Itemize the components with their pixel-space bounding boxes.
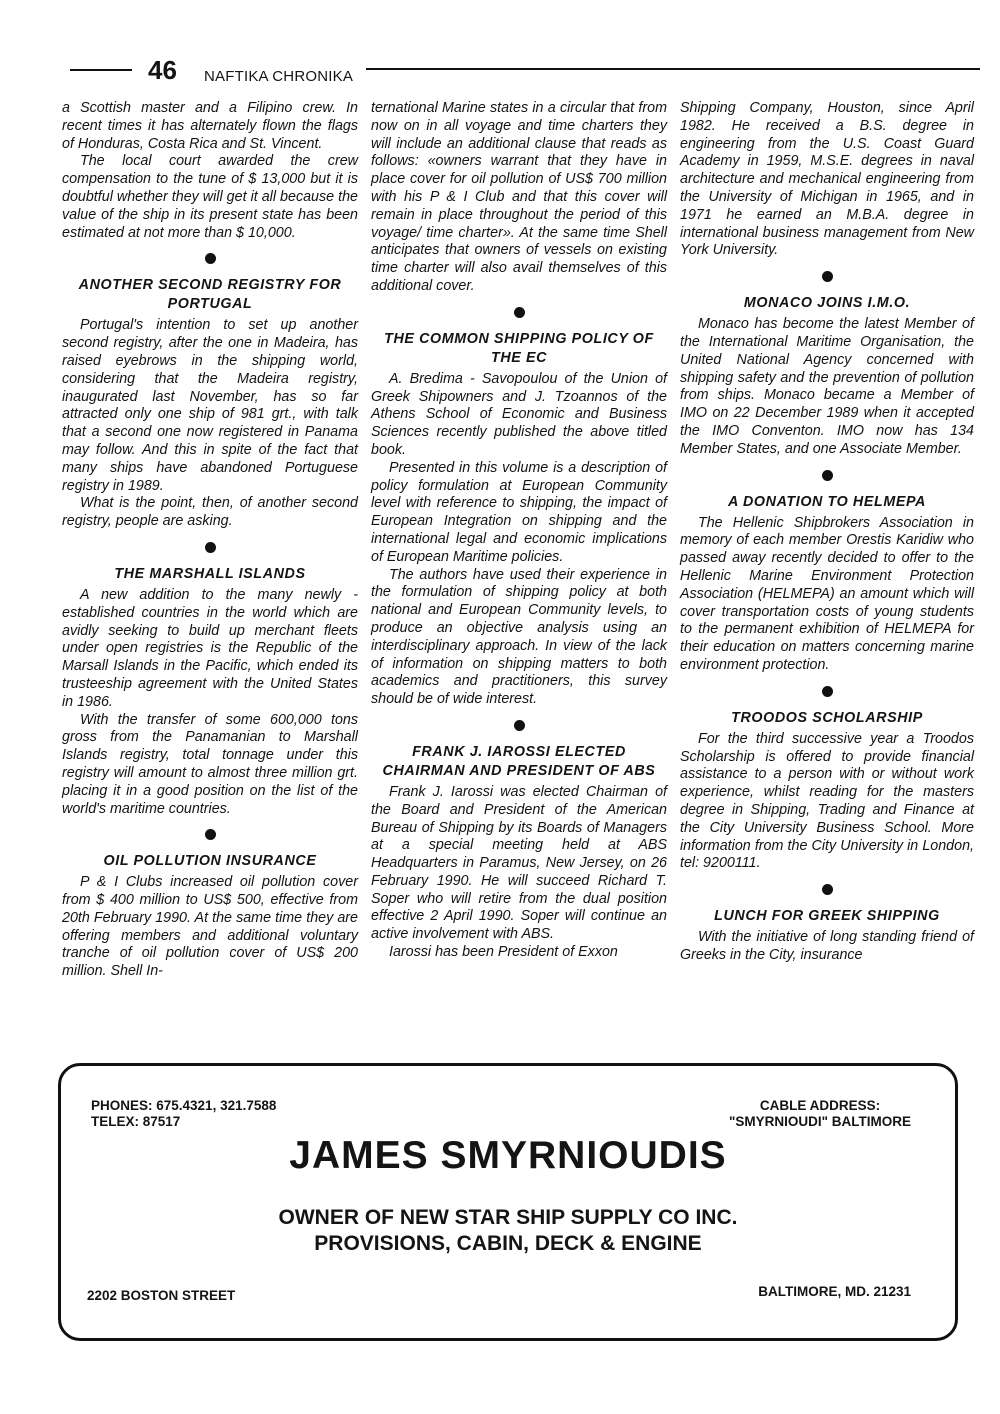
- bullet-separator: [514, 720, 525, 731]
- article-paragraph: Iarossi has been President of Exxon: [389, 944, 618, 961]
- article-paragraph: Portugal's intention to set up another second registry, after the one in Madeira, has raised eyebrows in the shipping world, considering that the Madeira registry, inaugurated last November, has so far attracted only one ship of 981 grt., with talk that a second one now registered in Panama may follow. And this in spite of the fact that many ships have abandoned Portuguese registry in 1989.: [62, 317, 358, 494]
- article-paragraph: With the transfer of some 600,000 tons gross from the Panamanian to Marshall Islands registry, total tonnage under this registry will amount to almost three million grt. placing it in a good position on the list of the world's maritime countries.: [62, 711, 358, 817]
- publication-name: NAFTIKA CHRONIKA: [204, 68, 354, 85]
- article-paragraph: A new addition to the many newly - established countries in the world which are avidly seeking to build up merchant fleets under open registries is the Republic of the Marsall Islands in the Pacific, which ended its trusteeship agreement with the United States in 1986.: [62, 586, 358, 710]
- page-number: 46: [148, 55, 177, 85]
- article-paragraph: Monaco has become the latest Member of the International Maritime Organisation, the United National Agency concerned with shipping safety and the prevention of pollution from ships. Monaco became a Member of IMO on 22 December 1989 when it accepted the IMO Conventon. IMO now has 134 Member States, and one Associate Member.: [680, 316, 974, 457]
- column-1: [62, 100, 358, 981]
- headline-lunch: LUNCH FOR GREEK SHIPPING: [714, 908, 940, 925]
- article-paragraph: The authors have used their experience in the formulation of shipping policy at both national and European Community levels, to produce an objective analysis using an interdisciplinary approach. In view of the lack of information on shipping matters to both academics and practitioners, this survey should be of wide interest.: [371, 566, 667, 708]
- headline-troodos: TROODOS SCHOLARSHIP: [731, 709, 923, 726]
- headline-common-shipping-policy: THE COMMON SHIPPING POLICY OF THE EC: [384, 330, 654, 366]
- ad-name: JAMES SMYRNIOUDIS: [289, 1134, 727, 1177]
- ad-owner-line: OWNER OF NEW STAR SHIP SUPPLY CO INC.: [278, 1206, 738, 1229]
- article-paragraph: Shipping Company, Houston, since April 1982. He received a B.S. degree in engineering from the U.S. Coast Guard Academy in 1959, M.S.E. degrees in naval architecture and mechanical engineering from the University of Michigan in 1965, and in 1971 he earned an M.B.A. degree in international business management from New York University.: [680, 100, 974, 259]
- ad-street: 2202 BOSTON STREET: [87, 1288, 236, 1303]
- article-paragraph: The Hellenic Shipbrokers Association in memory of each member Orestis Karidiw who passed away recently decided to offer to the Hellenic Marine Environment Protection Association (HELMEPA) an amount which will cover transportation costs of young students to the permanent exhibition of HELMEPA for their education on matters concerning marine environment protection.: [680, 514, 974, 673]
- article-paragraph: a Scottish master and a Filipino crew. In recent times it has alternately flown the flags of Honduras, Costa Rica and St. Vincent.: [62, 100, 358, 152]
- header-rule-right: [366, 68, 980, 70]
- headline-marshall-islands: THE MARSHALL ISLANDS: [114, 565, 306, 582]
- header-rule-left: [70, 69, 132, 71]
- headline-helmepa: A DONATION TO HELMEPA: [728, 493, 926, 510]
- ad-cable-value: "SMYRNIOUDI" BALTIMORE: [728, 1114, 911, 1129]
- article-paragraph: The local court awarded the crew compensation to the tune of $ 13,000 but it is doubtful whether they will get it all because the value of the ship in its present state has been estimated at not more than $ 10,000.: [62, 153, 358, 241]
- ad-provisions-line: PROVISIONS, CABIN, DECK & ENGINE: [314, 1232, 702, 1255]
- ad-city: BALTIMORE, MD. 21231: [758, 1284, 911, 1299]
- article-paragraph: ternational Marine states in a circular that from now on in all voyage and time charters they will include an additional clause that reads as follows: «owners warrant that they have in place cover for oil pollution of US$ 700 million with his P & I Club and that this cover will remain in place throughout the period of this voyage/ time charter». At the same time Shell anticipates that owners of vessels on existing time charter will also avail themselves of this additional cover.: [371, 100, 667, 294]
- ad-telex: TELEX: 87517: [91, 1114, 181, 1129]
- article-paragraph: What is the point, then, of another second registry, people are asking.: [62, 495, 358, 530]
- ad-contact-left: [91, 1098, 276, 1130]
- headline-monaco: MONACO JOINS I.M.O.: [743, 295, 911, 312]
- headline-portugal: ANOTHER SECOND REGISTRY FOR PORTUGAL: [78, 277, 342, 313]
- bullet-separator: [822, 884, 833, 895]
- ad-contact-right: [729, 1098, 911, 1130]
- headline-oil-pollution: OIL POLLUTION INSURANCE: [103, 853, 317, 870]
- bullet-separator: [822, 470, 833, 481]
- article-paragraph: Presented in this volume is a description of policy formulation at European Community level with reference to shipping, the impact of European Integration on shipping and the international legal and economic implications of European Maritime policies.: [371, 459, 667, 565]
- ad-phones: PHONES: 675.4321, 321.7588: [91, 1098, 277, 1113]
- headline-iarossi: FRANK J. IAROSSI ELECTED CHAIRMAN AND PRESIDENT OF ABS: [382, 743, 656, 779]
- article-paragraph: A. Bredima - Savopoulou of the Union of Greek Shipowners and J. Tzoannos of the Athens School of Economic and Business Sciences recently published the above titled book.: [371, 370, 667, 458]
- article-paragraph: P & I Clubs increased oil pollution cover from $ 400 million to US$ 500, effective from 20th February 1990. At the same time they are offering members and additional voluntary tranche of oil pollution cover of US$ 200 million. Shell In-: [62, 874, 358, 980]
- bullet-separator: [514, 307, 525, 318]
- bullet-separator: [205, 829, 216, 840]
- bullet-separator: [205, 542, 216, 553]
- bullet-separator: [822, 271, 833, 282]
- bullet-separator: [822, 686, 833, 697]
- bullet-separator: [205, 253, 216, 264]
- advertisement-box: [58, 1063, 958, 1341]
- column-2: [371, 100, 667, 962]
- ad-cable-label: CABLE ADDRESS:: [759, 1098, 881, 1113]
- column-3: [680, 100, 974, 965]
- article-paragraph: Frank J. Iarossi was elected Chairman of the Board and President of the American Bureau of Shipping by its Boards of Managers at a special meeting held at ABS Headquarters in Paramus, New Jersey, on 26 February 1990. He will succeed Richard T. Soper who will retire from the dual position effective 2 April 1990. Soper will continue an active involvement with ABS.: [371, 783, 667, 943]
- article-paragraph: With the initiative of long standing friend of Greeks in the City, insurance: [680, 929, 974, 963]
- article-paragraph: For the third successive year a Troodos Scholarship is offered to provide financial assistance to a person with or without work experience, whilst reading for the masters degree in Shipping, Trading and Finance at the City University Business School. More information from the City University in London, tel: 9200111.: [680, 730, 974, 872]
